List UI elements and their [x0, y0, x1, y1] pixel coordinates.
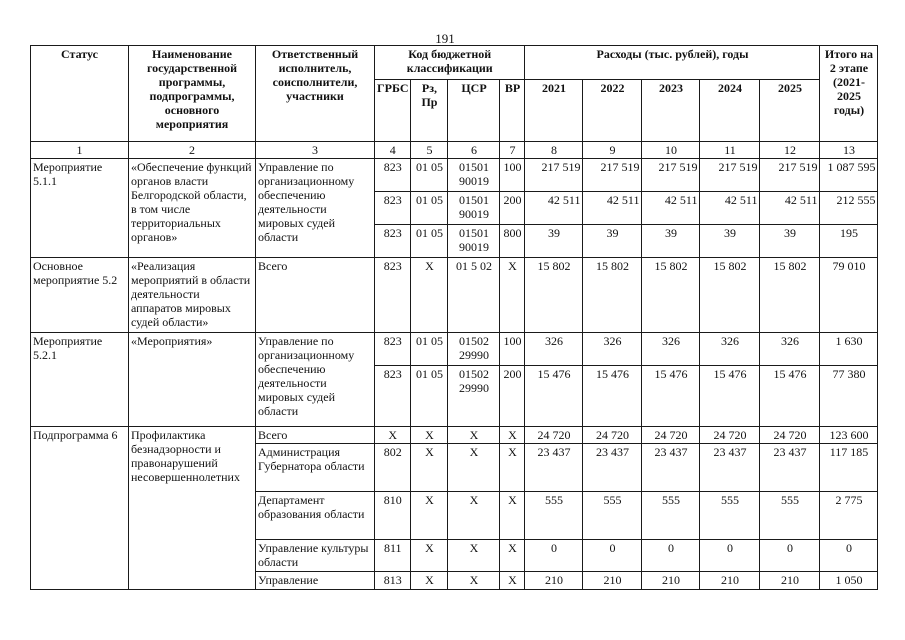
cell-csr: Х	[448, 540, 500, 572]
cell-2024: 23 437	[700, 444, 760, 492]
cell-rzpr: Х	[411, 492, 448, 540]
cell-2021: 0	[525, 540, 583, 572]
table-row	[31, 159, 878, 192]
cell-2023: 0	[642, 540, 700, 572]
cell-grbs: 823	[375, 159, 411, 192]
cell-grbs: Х	[375, 427, 411, 444]
table-row	[31, 333, 878, 366]
header-total: Итого на 2 этапе (2021-2025 годы)	[820, 46, 878, 142]
cell-total: 123 600	[820, 427, 878, 444]
header-name: Наименование государственной программы, подпрограммы, основного мероприятия	[129, 46, 256, 142]
cell-2024: 39	[700, 225, 760, 258]
cell-2024: 210	[700, 572, 760, 590]
cell-vr: Х	[500, 444, 525, 492]
cell-csr: Х	[448, 427, 500, 444]
cell-vr: 200	[500, 366, 525, 427]
cell-grbs: 810	[375, 492, 411, 540]
cell-2025: 24 720	[760, 427, 820, 444]
table-row	[31, 258, 878, 333]
row-status: Основное мероприятие 5.2	[31, 258, 129, 333]
cell-total: 1 050	[820, 572, 878, 590]
cell-2023: 23 437	[642, 444, 700, 492]
cell-2022: 210	[583, 572, 642, 590]
cell-2025: 39	[760, 225, 820, 258]
cell-vr: 100	[500, 159, 525, 192]
cell-rzpr: Х	[411, 444, 448, 492]
cell-2023: 555	[642, 492, 700, 540]
cell-2023: 24 720	[642, 427, 700, 444]
column-number: 7	[500, 142, 525, 159]
cell-grbs: 813	[375, 572, 411, 590]
cell-vr: 800	[500, 225, 525, 258]
row-executor: Всего	[256, 427, 375, 444]
column-number: 4	[375, 142, 411, 159]
cell-2021: 217 519	[525, 159, 583, 192]
row-status: Мероприятие 5.2.1	[31, 333, 129, 427]
cell-2023: 39	[642, 225, 700, 258]
cell-csr: 01501 90019	[448, 225, 500, 258]
cell-total: 0	[820, 540, 878, 572]
cell-2024: 15 476	[700, 366, 760, 427]
cell-2021: 210	[525, 572, 583, 590]
cell-2022: 23 437	[583, 444, 642, 492]
cell-2021: 23 437	[525, 444, 583, 492]
cell-csr: 01501 90019	[448, 159, 500, 192]
cell-2024: 555	[700, 492, 760, 540]
header-grbs: ГРБС	[375, 80, 411, 142]
cell-2022: 15 476	[583, 366, 642, 427]
cell-2023: 15 476	[642, 366, 700, 427]
cell-2025: 0	[760, 540, 820, 572]
cell-rzpr: 01 05	[411, 366, 448, 427]
cell-vr: Х	[500, 258, 525, 333]
cell-grbs: 802	[375, 444, 411, 492]
cell-vr: 200	[500, 192, 525, 225]
cell-2021: 39	[525, 225, 583, 258]
cell-2025: 326	[760, 333, 820, 366]
cell-2023: 15 802	[642, 258, 700, 333]
row-status: Подпрограмма 6	[31, 427, 129, 590]
cell-csr: Х	[448, 572, 500, 590]
cell-total: 212 555	[820, 192, 878, 225]
cell-2022: 555	[583, 492, 642, 540]
column-number: 12	[760, 142, 820, 159]
cell-total: 117 185	[820, 444, 878, 492]
cell-csr: Х	[448, 444, 500, 492]
cell-rzpr: 01 05	[411, 333, 448, 366]
column-number: 11	[700, 142, 760, 159]
cell-2021: 42 511	[525, 192, 583, 225]
header-code-group: Код бюджетной классификации	[375, 46, 525, 80]
header-year-2021: 2021	[525, 80, 583, 142]
cell-total: 79 010	[820, 258, 878, 333]
cell-grbs: 823	[375, 333, 411, 366]
cell-2022: 326	[583, 333, 642, 366]
row-name: «Реализация мероприятий в области деятельности аппаратов мировых судей области»	[129, 258, 256, 333]
cell-csr: 01501 90019	[448, 192, 500, 225]
header-year-2023: 2023	[642, 80, 700, 142]
cell-csr: Х	[448, 492, 500, 540]
row-name: «Обеспечение функций органов власти Белгородской области, в том числе территориальных органов»	[129, 159, 256, 258]
column-number: 1	[31, 142, 129, 159]
column-number: 9	[583, 142, 642, 159]
header-status: Статус	[31, 46, 129, 142]
cell-2024: 24 720	[700, 427, 760, 444]
header-year-2024: 2024	[700, 80, 760, 142]
cell-2023: 217 519	[642, 159, 700, 192]
cell-total: 1 630	[820, 333, 878, 366]
column-number-row	[31, 142, 878, 159]
cell-2021: 15 802	[525, 258, 583, 333]
row-executor: Управление	[256, 572, 375, 590]
cell-2023: 42 511	[642, 192, 700, 225]
cell-total: 1 087 595	[820, 159, 878, 192]
row-executor: Департамент образования области	[256, 492, 375, 540]
cell-csr: 01 5 02	[448, 258, 500, 333]
cell-grbs: 811	[375, 540, 411, 572]
row-executor: Управление по организационному обеспечению деятельности мировых судей области	[256, 159, 375, 258]
budget-table	[30, 45, 878, 590]
table-row	[31, 427, 878, 444]
header-csr: ЦСР	[448, 80, 500, 142]
cell-rzpr: Х	[411, 258, 448, 333]
cell-2025: 23 437	[760, 444, 820, 492]
cell-rzpr: Х	[411, 572, 448, 590]
cell-vr: 100	[500, 333, 525, 366]
header-expenses-group: Расходы (тыс. рублей), годы	[525, 46, 820, 80]
cell-2021: 555	[525, 492, 583, 540]
column-number: 6	[448, 142, 500, 159]
cell-rzpr: 01 05	[411, 192, 448, 225]
row-executor: Всего	[256, 258, 375, 333]
cell-2025: 15 476	[760, 366, 820, 427]
cell-2021: 326	[525, 333, 583, 366]
column-number: 3	[256, 142, 375, 159]
column-number: 2	[129, 142, 256, 159]
page-number: 191	[435, 31, 455, 46]
cell-total: 195	[820, 225, 878, 258]
cell-vr: Х	[500, 572, 525, 590]
cell-2022: 42 511	[583, 192, 642, 225]
cell-2023: 326	[642, 333, 700, 366]
cell-2025: 217 519	[760, 159, 820, 192]
cell-2022: 0	[583, 540, 642, 572]
cell-2021: 24 720	[525, 427, 583, 444]
header-year-2025: 2025	[760, 80, 820, 142]
header-executor: Ответственный исполнитель, соисполнители, участники	[256, 46, 375, 142]
cell-grbs: 823	[375, 192, 411, 225]
cell-total: 2 775	[820, 492, 878, 540]
cell-2024: 326	[700, 333, 760, 366]
header-rzpr: Рз, Пр	[411, 80, 448, 142]
cell-2022: 24 720	[583, 427, 642, 444]
cell-rzpr: Х	[411, 427, 448, 444]
column-number: 5	[411, 142, 448, 159]
row-executor: Управление культуры области	[256, 540, 375, 572]
cell-2024: 0	[700, 540, 760, 572]
column-number: 8	[525, 142, 583, 159]
cell-2025: 210	[760, 572, 820, 590]
cell-vr: Х	[500, 427, 525, 444]
header-vr: ВР	[500, 80, 525, 142]
row-status: Мероприятие 5.1.1	[31, 159, 129, 258]
cell-total: 77 380	[820, 366, 878, 427]
cell-vr: Х	[500, 492, 525, 540]
cell-rzpr: 01 05	[411, 159, 448, 192]
header-year-2022: 2022	[583, 80, 642, 142]
cell-2023: 210	[642, 572, 700, 590]
row-name: Профилактика безнадзорности и правонарушений несовершеннолетних	[129, 427, 256, 590]
cell-rzpr: Х	[411, 540, 448, 572]
column-number: 13	[820, 142, 878, 159]
row-executor: Администрация Губернатора области	[256, 444, 375, 492]
cell-grbs: 823	[375, 258, 411, 333]
cell-2025: 555	[760, 492, 820, 540]
cell-2024: 217 519	[700, 159, 760, 192]
cell-csr: 01502 29990	[448, 333, 500, 366]
cell-vr: Х	[500, 540, 525, 572]
cell-2025: 15 802	[760, 258, 820, 333]
row-name: «Мероприятия»	[129, 333, 256, 427]
cell-2022: 15 802	[583, 258, 642, 333]
cell-2024: 42 511	[700, 192, 760, 225]
cell-grbs: 823	[375, 366, 411, 427]
row-executor: Управление по организационному обеспечению деятельности мировых судей области	[256, 333, 375, 427]
cell-csr: 01502 29990	[448, 366, 500, 427]
cell-2022: 39	[583, 225, 642, 258]
column-number: 10	[642, 142, 700, 159]
cell-2025: 42 511	[760, 192, 820, 225]
cell-2021: 15 476	[525, 366, 583, 427]
cell-grbs: 823	[375, 225, 411, 258]
cell-2022: 217 519	[583, 159, 642, 192]
cell-rzpr: 01 05	[411, 225, 448, 258]
cell-2024: 15 802	[700, 258, 760, 333]
